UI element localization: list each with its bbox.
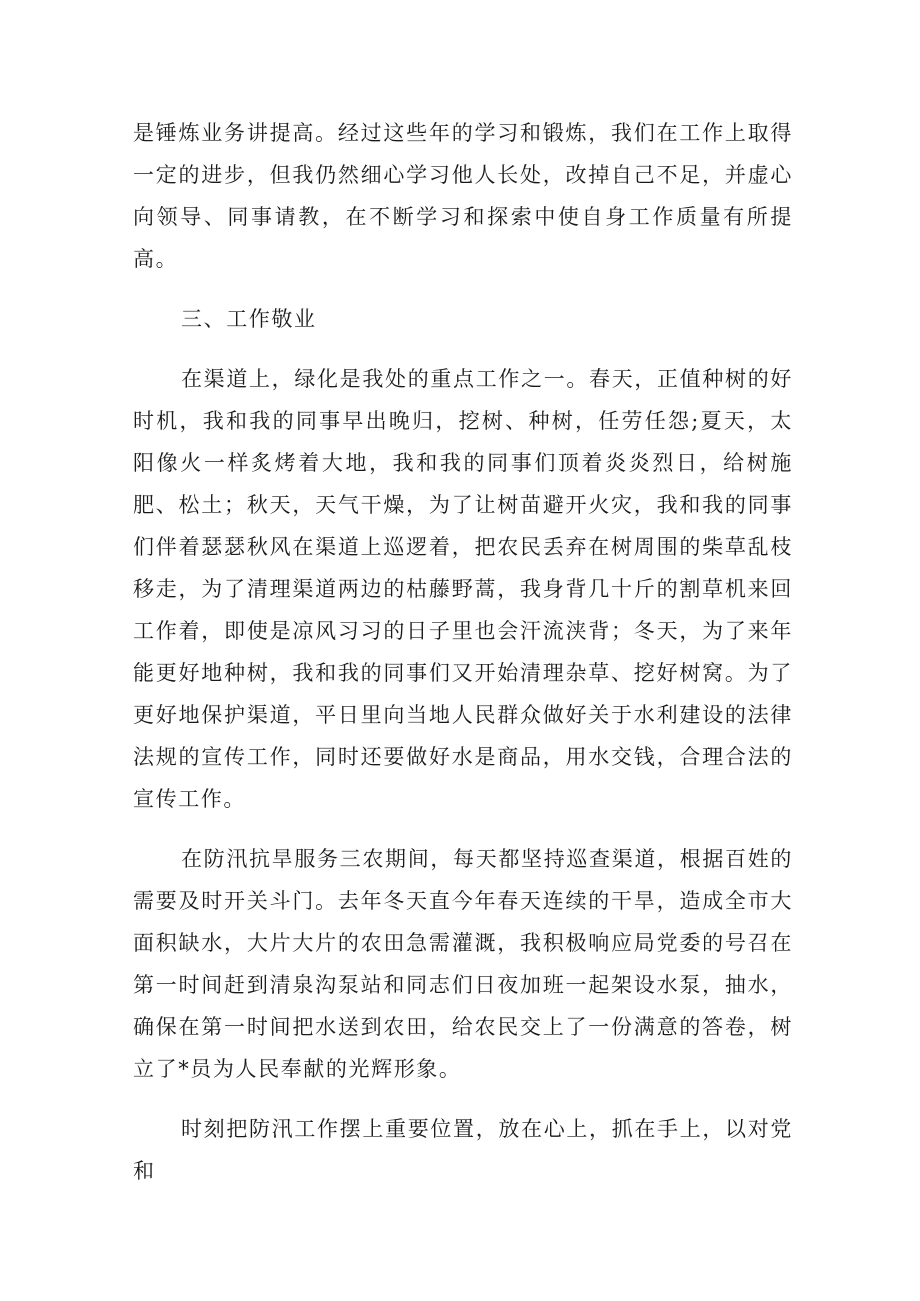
paragraph-flood-priority: 时刻把防汛工作摆上重要位置，放在心上，抓在手上，以对党和: [133, 1117, 793, 1183]
paragraph-greening-work: 在渠道上，绿化是我处的重点工作之一。春天，正值种树的好时机，我和我的同事早出晚归，挖树、种树，任劳任怨;夏天，太阳像火一样炙烤着大地，我和我的同事们顶着炎炎烈日，给树施肥、松土；秋天，天气干燥，为了让树苗避开火灾，我和我的同事们伴着瑟瑟秋风在渠道上巡逻着，把农民丢弃在树周围的柴草乱枝移走，为了清理渠道两边的枯藤野蒿，我身背几十斤的割草机来回工作着，即使是凉风习习的日子里也会汗流浃背；冬天，为了来年能更好地种树，我和我的同事们又开始清理杂草、挖好树窝。为了更好地保护渠道，平日里向当地人民群众做好关于水利建设的法律法规的宣传工作，同时还要做好水是商品，用水交钱，合理合法的宣传工作。: [133, 367, 793, 811]
paragraph-flood-drought: 在防汛抗旱服务三农期间，每天都坚持巡查渠道，根据百姓的需要及时开关斗门。去年冬天直今年春天连续的干旱，造成全市大面积缺水，大片大片的农田急需灌溉，我积极响应局党委的号召在第一时间赶到清泉沟泵站和同志们日夜加班一起架设水泵，抽水，确保在第一时间把水送到农田，给农民交上了一份满意的答卷，树立了*员为人民奉献的光辉形象。: [133, 847, 793, 1081]
paragraph-continued: 是锤炼业务讲提高。经过这些年的学习和锻炼，我们在工作上取得一定的进步，但我仍然细心学习他人长处，改掉自己不足，并虚心向领导、同事请教，在不断学习和探索中使自身工作质量有所提高。: [133, 121, 793, 271]
section-heading: 三、工作敬业: [181, 307, 317, 331]
document-body: [133, 112, 793, 1192]
